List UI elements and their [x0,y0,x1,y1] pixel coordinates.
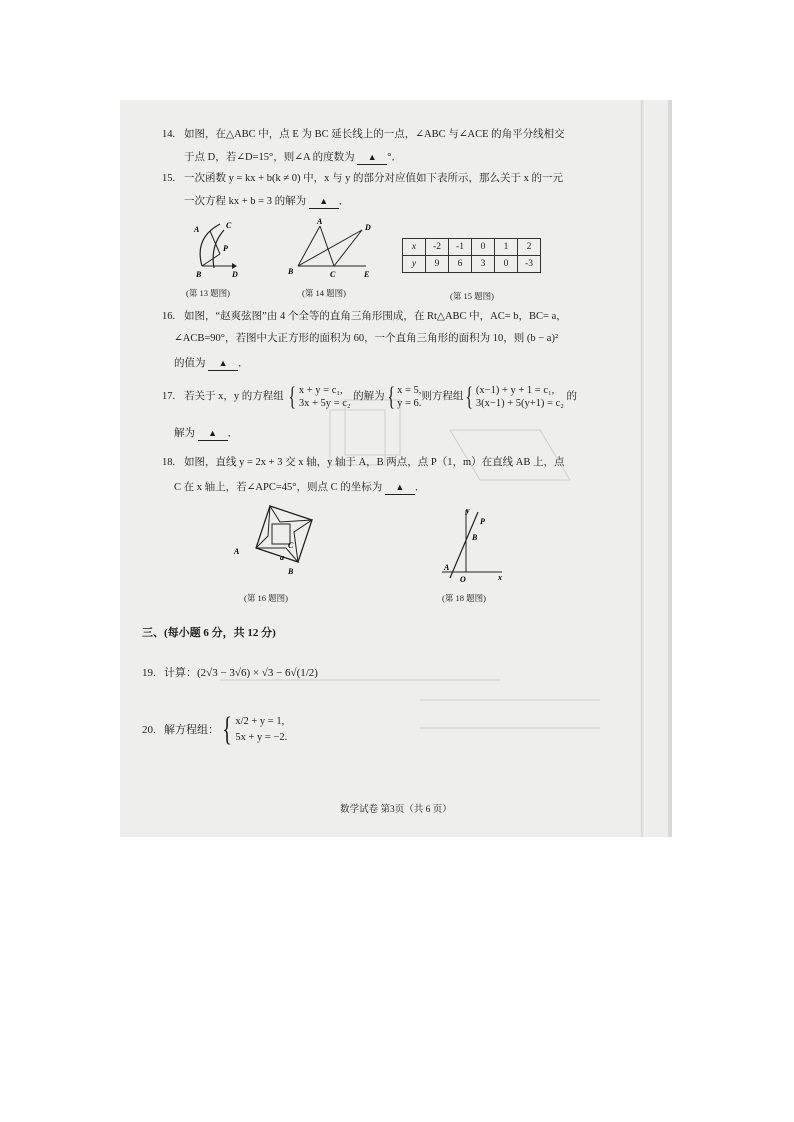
equation-system [235,714,287,746]
question-text: 一次函数 y = kx + b(k ≠ 0) 中，x 与 y 的部分对应值如下表所示，那么关于 x 的一元 [184,173,563,184]
table-cell: -3 [518,256,541,273]
question-number: 15. [162,173,176,184]
answer-blank: ▲ [309,194,339,209]
question-text: ． [238,358,249,369]
table-row [403,239,541,256]
question-16-line2 [174,332,558,346]
figure-14 [284,218,376,280]
table-cell: 6 [449,256,472,273]
question-14 [162,128,565,142]
question-14-line2 [184,150,402,165]
question-number: 19. [142,667,156,679]
figure-13 [192,218,252,280]
question-text: ． [414,482,426,493]
equation: 3x + 5y = c₂ [298,397,351,409]
vertex-label: C [226,221,232,230]
section-heading: 三、(每小题 6 分，共 12 分) [142,627,276,639]
equation: (x−1) + y + 1 = c₁, [475,384,555,396]
figure-18-caption: (第 18 题图) [442,593,486,603]
vertex-label: D [232,270,238,279]
question-16 [162,310,567,324]
question-text: °． [387,152,402,163]
figure-18 [436,506,506,582]
equation: 5x + y = −2. [235,732,288,744]
vertex-label: A [234,547,240,556]
vertex-label: D [365,223,371,232]
table-header-cell: y [403,256,426,273]
table-cell: -2 [426,239,449,256]
page-footer: 数学试卷 第3页（共 6 页） [340,805,452,815]
question-text: 的 [566,391,578,402]
vertex-label: a [280,553,284,562]
table-cell: 0 [472,239,495,256]
vertex-label: P [223,244,228,253]
question-text: ． [338,196,350,207]
vertex-label: A [444,563,450,572]
table-cell: 3 [472,256,495,273]
figure-15-caption: (第 15 题图) [450,291,494,301]
question-19 [142,666,318,680]
question-text: 解为 [174,428,195,439]
figure-16 [232,502,318,582]
figure-16-caption: (第 16 题图) [244,593,288,603]
question-number: 16. [162,311,176,322]
question-number: 17. [162,391,176,402]
brace-glyph: { [465,381,474,411]
question-text: C 在 x 轴上，若∠APC=45°，则点 C 的坐标为 [174,482,383,493]
equation: x/2 + y = 1, [235,716,285,728]
question-17-line2 [174,426,238,441]
question-text: 计算：(2√3 − 3√6) × √3 − 6√(1/2) [164,667,318,679]
question-text: ． [227,428,239,439]
vertex-label: C [330,270,336,279]
question-text: 于点 D，若∠D=15°，则∠A 的度数为 [184,152,355,163]
answer-blank: ▲ [357,150,387,165]
question-18 [162,456,565,470]
table-cell: 1 [495,239,518,256]
equation: 3(x−1) + 5(y+1) = c₂ [475,397,564,409]
answer-blank: ▲ [385,480,415,495]
question-number: 14. [162,129,176,140]
question-text: 若关于 x，y 的方程组 [184,391,284,402]
axis-label: y [466,506,470,515]
figure-14-caption: (第 14 题图) [302,288,346,298]
question-text: 的值为 [174,358,206,369]
vertex-label: B [288,267,294,276]
table-header-cell: x [403,239,426,256]
table-cell: 2 [518,239,541,256]
question-17 [162,382,577,412]
axis-label: x [498,573,502,582]
vertex-label: A [194,225,200,234]
equation-system [476,384,564,410]
question-text: 如图，直线 y = 2x + 3 交 x 轴，y 轴于 A，B 两点，点 P（1，m）在直线 AB 上，点 [184,457,565,468]
equation: x + y = c₁, [298,384,343,396]
table-cell: -1 [449,239,472,256]
figure-13-caption: (第 13 题图) [186,288,230,298]
question-text: 解方程组： [164,724,219,736]
brace-glyph: { [387,381,395,411]
question-16-line3 [174,356,249,371]
answer-blank: ▲ [198,426,228,441]
question-text: 则方程组 [421,391,464,402]
question-number: 20. [142,724,156,736]
equation: x = 5, [397,384,422,396]
table-cell: 0 [495,256,518,273]
question-text: ∠ACB=90°，若图中大正方形的面积为 60，一个直角三角形的面积为 10，则 (b − a)² [174,333,559,344]
question-number: 18. [162,457,176,468]
question-18-line2 [174,480,425,495]
equation-system [299,384,351,410]
question-text: 一次方程 kx + b = 3 的解为 [184,196,307,207]
question-text: 如图，在△ABC 中，点 E 为 BC 延长线上的一点，∠ABC 与∠ACE 的角平分线相交 [184,129,565,140]
scanned-exam-page [120,100,672,837]
vertex-label: B [288,567,294,576]
equation-system [397,384,421,410]
vertex-label: C [288,541,294,550]
equation: y = 6. [397,397,422,409]
question-15 [162,172,563,186]
vertex-label: E [364,270,370,279]
question-15-line2 [184,194,349,209]
vertex-label: A [317,218,323,226]
brace-glyph: { [222,711,233,749]
value-table [402,238,541,273]
vertex-label: B [196,270,202,279]
answer-blank: ▲ [208,356,238,371]
vertex-label: O [460,575,466,582]
vertex-label: B [472,533,478,542]
question-text: 如图，“赵爽弦图”由 4 个全等的直角三角形围成，在 Rt△ABC 中，AC= b，BC= a， [184,311,567,322]
vertex-label: P [480,517,485,526]
table-row [403,256,541,273]
question-text: 的解为 [353,391,385,402]
question-20 [142,712,287,748]
brace-glyph: { [288,381,297,411]
table-cell: 9 [426,256,449,273]
